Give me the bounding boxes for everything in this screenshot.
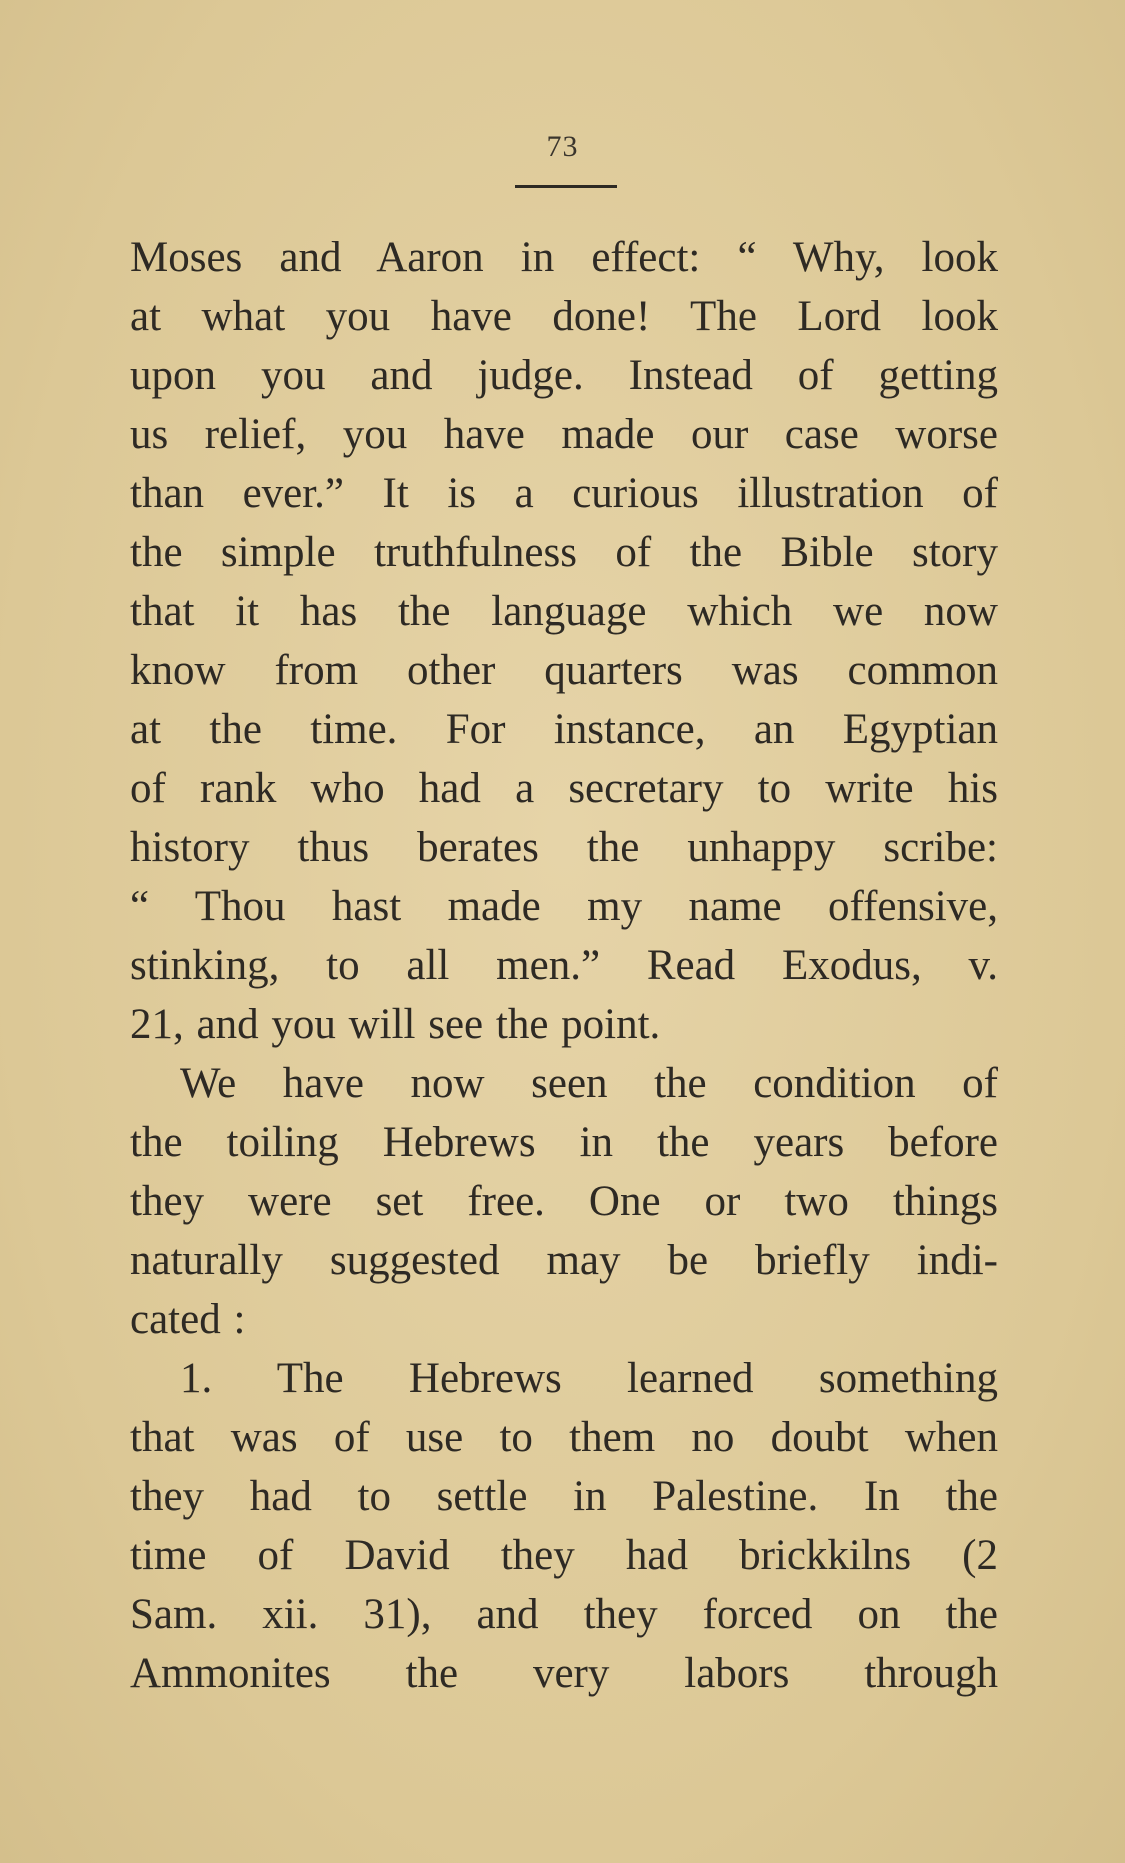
- text-line: Sam. xii. 31), and they forced on the: [130, 1591, 998, 1638]
- text-line: “ Thou hast made my name offensive,: [130, 883, 998, 930]
- text-line: of rank who had a secretary to write his: [130, 765, 998, 812]
- text-line: than ever.” It is a curious illustration of: [130, 470, 998, 517]
- text-line: at the time. For instance, an Egyptian: [130, 706, 998, 753]
- text-line: history thus berates the unhappy scribe:: [130, 824, 998, 871]
- text-line: at what you have done! The Lord look: [130, 293, 998, 340]
- text-line: know from other quarters was common: [130, 647, 998, 694]
- text-line: 21, and you will see the point.: [130, 1001, 661, 1048]
- text-line: Ammonites the very labors through: [130, 1650, 998, 1697]
- paragraph-start-line: We have now seen the condition of: [180, 1060, 998, 1107]
- text-line: that was of use to them no doubt when: [130, 1414, 998, 1461]
- text-line: they were set free. One or two things: [130, 1178, 998, 1225]
- text-line: they had to settle in Palestine. In the: [130, 1473, 998, 1520]
- text-line: time of David they had brickkilns (2: [130, 1532, 998, 1579]
- text-line: the simple truthfulness of the Bible story: [130, 529, 998, 576]
- page-number-rule: [515, 185, 617, 188]
- body-text: [130, 228, 998, 1703]
- text-line: upon you and judge. Instead of getting: [130, 352, 998, 399]
- text-line: us relief, you have made our case worse: [130, 411, 998, 458]
- text-line: the toiling Hebrews in the years before: [130, 1119, 998, 1166]
- text-line: Moses and Aaron in effect: “ Why, look: [130, 234, 998, 281]
- paragraph-start-line: 1. The Hebrews learned something: [180, 1355, 998, 1402]
- page-number: 73: [546, 130, 579, 163]
- text-line: naturally suggested may be briefly indi-: [130, 1237, 998, 1284]
- text-line: that it has the language which we now: [130, 588, 998, 635]
- text-line: stinking, to all men.” Read Exodus, v.: [130, 942, 998, 989]
- text-line: cated :: [130, 1296, 246, 1343]
